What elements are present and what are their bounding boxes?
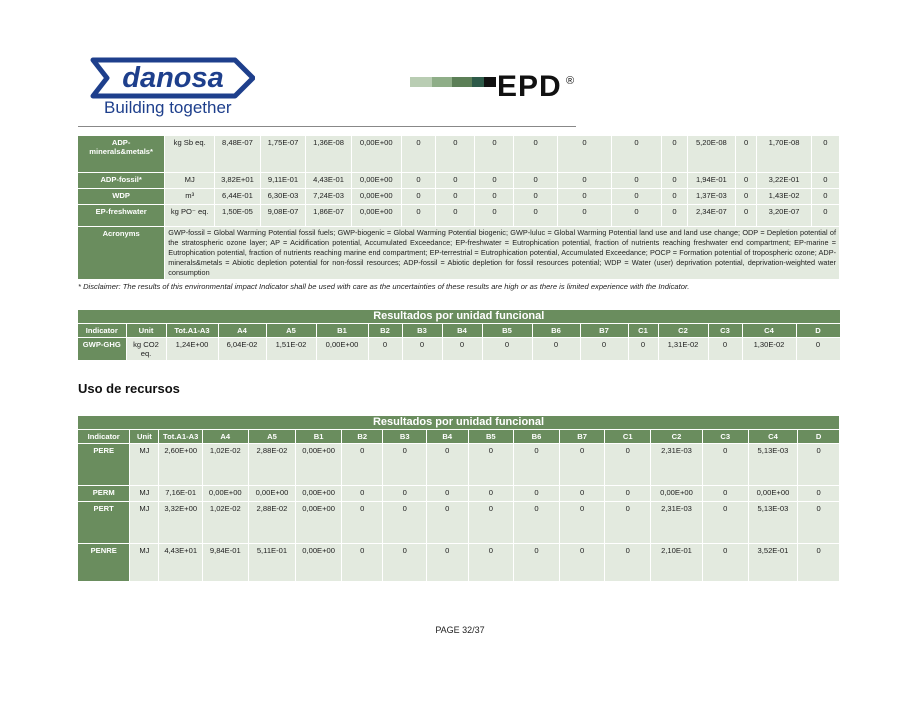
value-cell: 0 xyxy=(612,204,662,226)
value-cell: 0 xyxy=(612,136,662,172)
column-header: Unit xyxy=(126,324,166,338)
value-cell: 0 xyxy=(383,502,427,544)
value-cell: 0,00E+00 xyxy=(351,136,401,172)
column-header: C3 xyxy=(702,430,748,444)
value-cell: 0 xyxy=(514,486,560,502)
column-header: Tot.A1-A3 xyxy=(166,324,218,338)
value-cell: 2,10E-01 xyxy=(651,544,703,582)
indicator-cell: PERM xyxy=(78,486,130,502)
value-cell: 0 xyxy=(341,444,382,486)
value-cell: 0 xyxy=(605,444,651,486)
value-cell: 0 xyxy=(735,188,757,204)
value-cell: 2,34E-07 xyxy=(688,204,736,226)
column-header: B5 xyxy=(468,430,514,444)
value-cell: 1,30E-02 xyxy=(742,338,796,361)
value-cell: 0 xyxy=(532,338,580,361)
indicator-cell: GWP-GHG xyxy=(78,338,126,361)
table-row xyxy=(78,188,840,204)
value-cell: 2,31E-03 xyxy=(651,502,703,544)
column-header: C1 xyxy=(628,324,658,338)
value-cell: 0 xyxy=(427,502,468,544)
value-cell: 2,88E-02 xyxy=(248,444,296,486)
column-header: Indicator xyxy=(78,430,130,444)
epd-bar-1 xyxy=(410,77,432,87)
unit-cell: kg PO⁻ eq. xyxy=(165,204,215,226)
value-cell: 0,00E+00 xyxy=(296,544,342,582)
value-cell: 0 xyxy=(436,136,475,172)
indicator-cell: PENRE xyxy=(78,544,130,582)
epd-bar-2 xyxy=(432,77,452,87)
indicator-cell: PERE xyxy=(78,444,130,486)
table-row xyxy=(78,136,840,172)
value-cell: 0 xyxy=(661,136,687,172)
value-cell: 1,75E-07 xyxy=(260,136,306,172)
value-cell: 7,16E-01 xyxy=(159,486,203,502)
value-cell: 0,00E+00 xyxy=(651,486,703,502)
registered-mark: ® xyxy=(566,75,575,87)
value-cell: 5,20E-08 xyxy=(688,136,736,172)
column-header: Tot.A1-A3 xyxy=(159,430,203,444)
value-cell: 0 xyxy=(661,172,687,188)
value-cell: 0 xyxy=(735,204,757,226)
value-cell: 5,13E-03 xyxy=(748,502,798,544)
column-header: B4 xyxy=(442,324,482,338)
value-cell: 0,00E+00 xyxy=(351,172,401,188)
column-header: B6 xyxy=(532,324,580,338)
value-cell: 0 xyxy=(514,136,557,172)
column-header: B7 xyxy=(559,430,605,444)
value-cell: 6,04E-02 xyxy=(218,338,266,361)
value-cell: 0 xyxy=(796,338,840,361)
value-cell: 9,11E-01 xyxy=(260,172,306,188)
indicator-cell: ADP-fossil* xyxy=(78,172,165,188)
value-cell: 0 xyxy=(427,444,468,486)
table-row xyxy=(78,444,840,486)
value-cell: 0 xyxy=(811,136,839,172)
value-cell: 3,82E+01 xyxy=(215,172,261,188)
value-cell: 1,50E-05 xyxy=(215,204,261,226)
value-cell: 0 xyxy=(341,486,382,502)
value-cell: 0 xyxy=(514,544,560,582)
value-cell: 0 xyxy=(702,444,748,486)
table-row xyxy=(78,486,840,502)
value-cell: 2,60E+00 xyxy=(159,444,203,486)
value-cell: 0,00E+00 xyxy=(248,486,296,502)
table-row xyxy=(78,544,840,582)
value-cell: 0 xyxy=(559,444,605,486)
unit-cell: MJ xyxy=(130,486,159,502)
value-cell: 0 xyxy=(811,204,839,226)
epd-color-bars xyxy=(410,77,496,87)
column-header: B7 xyxy=(580,324,628,338)
value-cell: 2,88E-02 xyxy=(248,502,296,544)
value-cell: 0 xyxy=(436,172,475,188)
value-cell: 1,43E-02 xyxy=(757,188,811,204)
unit-cell: kg CO2 eq. xyxy=(126,338,166,361)
value-cell: 0 xyxy=(557,204,611,226)
value-cell: 3,22E-01 xyxy=(757,172,811,188)
value-cell: 0 xyxy=(468,502,514,544)
column-header: A4 xyxy=(202,430,248,444)
value-cell: 0,00E+00 xyxy=(748,486,798,502)
value-cell: 0 xyxy=(401,136,436,172)
column-header: B3 xyxy=(402,324,442,338)
column-header: B5 xyxy=(482,324,532,338)
value-cell: 0 xyxy=(557,188,611,204)
resources-table-header-row xyxy=(78,430,840,444)
value-cell: 0 xyxy=(514,188,557,204)
value-cell: 0 xyxy=(628,338,658,361)
value-cell: 0 xyxy=(702,486,748,502)
value-cell: 0 xyxy=(605,486,651,502)
value-cell: 0 xyxy=(514,502,560,544)
value-cell: 6,44E-01 xyxy=(215,188,261,204)
indicator-cell: EP-freshwater xyxy=(78,204,165,226)
value-cell: 0 xyxy=(468,544,514,582)
column-header: A4 xyxy=(218,324,266,338)
value-cell: 0 xyxy=(514,204,557,226)
value-cell: 6,30E-03 xyxy=(260,188,306,204)
value-cell: 0 xyxy=(798,444,840,486)
value-cell: 5,13E-03 xyxy=(748,444,798,486)
value-cell: 3,20E-07 xyxy=(757,204,811,226)
value-cell: 0 xyxy=(605,544,651,582)
value-cell: 0 xyxy=(702,544,748,582)
column-header: Indicator xyxy=(78,324,126,338)
ghg-table-title: Resultados por unidad funcional xyxy=(78,310,840,324)
indicator-cell: ADP-minerals&metals* xyxy=(78,136,165,172)
value-cell: 1,24E+00 xyxy=(166,338,218,361)
value-cell: 0 xyxy=(401,188,436,204)
value-cell: 0 xyxy=(559,544,605,582)
value-cell: 0 xyxy=(580,338,628,361)
epd-bar-3 xyxy=(452,77,472,87)
value-cell: 0 xyxy=(702,502,748,544)
column-header: A5 xyxy=(248,430,296,444)
value-cell: 1,31E-02 xyxy=(658,338,708,361)
section-title: Uso de recursos xyxy=(78,381,180,396)
value-cell: 0,00E+00 xyxy=(296,444,342,486)
value-cell: 0,00E+00 xyxy=(351,204,401,226)
value-cell: 1,02E-02 xyxy=(202,502,248,544)
value-cell: 0 xyxy=(442,338,482,361)
tagline: Building together xyxy=(104,98,232,117)
value-cell: 0 xyxy=(557,136,611,172)
value-cell: 0 xyxy=(559,502,605,544)
value-cell: 2,31E-03 xyxy=(651,444,703,486)
value-cell: 0 xyxy=(605,502,651,544)
value-cell: 0 xyxy=(708,338,742,361)
column-header: B1 xyxy=(296,430,342,444)
value-cell: 0 xyxy=(798,486,840,502)
unit-cell: MJ xyxy=(130,544,159,582)
value-cell: 0 xyxy=(383,486,427,502)
unit-cell: MJ xyxy=(130,444,159,486)
epd-bar-4 xyxy=(472,77,484,87)
value-cell: 0 xyxy=(475,204,514,226)
value-cell: 8,48E-07 xyxy=(215,136,261,172)
column-header: C2 xyxy=(658,324,708,338)
value-cell: 9,08E-07 xyxy=(260,204,306,226)
value-cell: 0 xyxy=(557,172,611,188)
value-cell: 0 xyxy=(436,188,475,204)
ghg-results-table xyxy=(78,310,841,361)
table-row xyxy=(78,338,840,361)
value-cell: 1,02E-02 xyxy=(202,444,248,486)
value-cell: 0,00E+00 xyxy=(296,486,342,502)
value-cell: 0,00E+00 xyxy=(316,338,368,361)
ghg-table-header-row xyxy=(78,324,840,338)
column-header: B6 xyxy=(514,430,560,444)
value-cell: 0 xyxy=(612,188,662,204)
value-cell: 0,00E+00 xyxy=(351,188,401,204)
impact-indicators-table xyxy=(78,136,840,280)
value-cell: 0 xyxy=(811,172,839,188)
acronyms-text: GWP-fossil = Global Warming Potential fossil fuels; GWP-biogenic = Global Warming Potential biogenic; GWP-luluc = Global Warming Potential land use and land use change; ODP = Depletion potential of the stratospheric ozone layer; AP = Acidification potential, Accumulated Exceedance; EP-freshwater = Eutrophication potential, fraction of nutrients reaching freshwater end compartment; EP-marine = Eutrophication potential, fraction of nutrients reaching marine end compartment; EP-terrestrial = Eutrophication potential, Accumulated Exceedance; POCP = Formation potential of tropospheric ozone; ADP-minerals&metals = Abiotic depletion potential for non-fossil resources; ADP-fossil = Abiotic depletion for fossil resources potential; WDP = Water (user) deprivation potential, deprivation-weighted water consumption xyxy=(165,226,840,279)
value-cell: 0 xyxy=(436,204,475,226)
value-cell: 0 xyxy=(401,172,436,188)
column-header: B2 xyxy=(341,430,382,444)
value-cell: 0 xyxy=(661,204,687,226)
value-cell: 0 xyxy=(475,188,514,204)
value-cell: 0 xyxy=(468,486,514,502)
resource-use-table xyxy=(78,416,840,582)
value-cell: 0 xyxy=(661,188,687,204)
value-cell: 0 xyxy=(475,172,514,188)
indicator-cell: PERT xyxy=(78,502,130,544)
column-header: D xyxy=(796,324,840,338)
value-cell: 0 xyxy=(427,486,468,502)
value-cell: 0 xyxy=(482,338,532,361)
value-cell: 0,00E+00 xyxy=(296,502,342,544)
value-cell: 3,32E+00 xyxy=(159,502,203,544)
column-header: B4 xyxy=(427,430,468,444)
value-cell: 0 xyxy=(735,172,757,188)
column-header: D xyxy=(798,430,840,444)
value-cell: 0 xyxy=(811,188,839,204)
epd-label: EPD xyxy=(497,70,562,103)
value-cell: 0 xyxy=(401,204,436,226)
value-cell: 0 xyxy=(427,544,468,582)
value-cell: 0 xyxy=(559,486,605,502)
column-header: C1 xyxy=(605,430,651,444)
value-cell: 5,11E-01 xyxy=(248,544,296,582)
resources-table-title: Resultados por unidad funcional xyxy=(78,416,840,430)
indicator-cell: WDP xyxy=(78,188,165,204)
value-cell: 0 xyxy=(798,502,840,544)
table-row xyxy=(78,204,840,226)
value-cell: 0 xyxy=(612,172,662,188)
page-number: PAGE 32/37 xyxy=(435,625,485,635)
column-header: C4 xyxy=(748,430,798,444)
value-cell: 7,24E-03 xyxy=(306,188,352,204)
value-cell: 0 xyxy=(735,136,757,172)
value-cell: 3,52E-01 xyxy=(748,544,798,582)
value-cell: 0 xyxy=(383,444,427,486)
value-cell: 0 xyxy=(514,172,557,188)
acronyms-row xyxy=(78,226,840,279)
header-divider xyxy=(78,126,576,127)
value-cell: 0 xyxy=(514,444,560,486)
table-row xyxy=(78,502,840,544)
value-cell: 1,51E-02 xyxy=(266,338,316,361)
unit-cell: MJ xyxy=(165,172,215,188)
unit-cell: MJ xyxy=(130,502,159,544)
value-cell: 0,00E+00 xyxy=(202,486,248,502)
value-cell: 0 xyxy=(341,544,382,582)
value-cell: 1,36E-08 xyxy=(306,136,352,172)
value-cell: 0 xyxy=(341,502,382,544)
column-header: B2 xyxy=(368,324,402,338)
value-cell: 1,37E-03 xyxy=(688,188,736,204)
unit-cell: kg Sb eq. xyxy=(165,136,215,172)
value-cell: 4,43E+01 xyxy=(159,544,203,582)
unit-cell: m³ xyxy=(165,188,215,204)
column-header: C3 xyxy=(708,324,742,338)
column-header: C4 xyxy=(742,324,796,338)
value-cell: 0 xyxy=(475,136,514,172)
column-header: A5 xyxy=(266,324,316,338)
value-cell: 1,70E-08 xyxy=(757,136,811,172)
acronyms-label: Acronyms xyxy=(78,226,165,279)
value-cell: 0 xyxy=(383,544,427,582)
disclaimer-text: * Disclaimer: The results of this environmental impact Indicator shall be used with care as the uncertainties of these results are high or as there is limited experience with the Indicator. xyxy=(78,282,690,291)
value-cell: 4,43E-01 xyxy=(306,172,352,188)
value-cell: 0 xyxy=(402,338,442,361)
column-header: C2 xyxy=(651,430,703,444)
value-cell: 0 xyxy=(468,444,514,486)
epd-bar-5 xyxy=(484,77,496,87)
table-row xyxy=(78,172,840,188)
value-cell: 1,94E-01 xyxy=(688,172,736,188)
column-header: Unit xyxy=(130,430,159,444)
value-cell: 9,84E-01 xyxy=(202,544,248,582)
value-cell: 1,86E-07 xyxy=(306,204,352,226)
value-cell: 0 xyxy=(368,338,402,361)
value-cell: 0 xyxy=(798,544,840,582)
column-header: B3 xyxy=(383,430,427,444)
column-header: B1 xyxy=(316,324,368,338)
logo-text: danosa xyxy=(122,62,224,94)
